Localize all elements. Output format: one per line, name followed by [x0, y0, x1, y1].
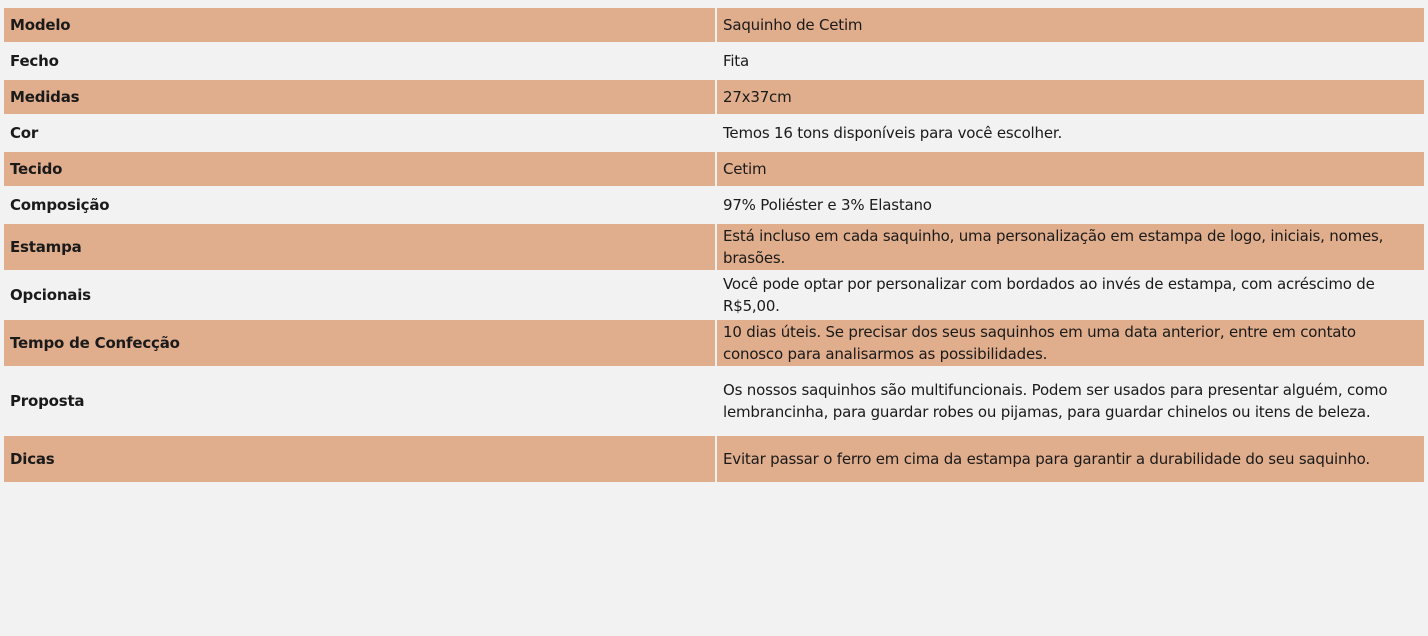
spec-row-proposta — [4, 368, 1424, 434]
spec-row-tempo-de-confeccao — [4, 320, 1424, 366]
spec-label: Proposta — [4, 368, 717, 434]
spec-value: Você pode optar por personalizar com bordados ao invés de estampa, com acréscimo de R$5,00. — [717, 272, 1424, 318]
spec-label: Tempo de Confecção — [4, 320, 717, 366]
spec-row-fecho — [4, 44, 1424, 78]
spec-row-medidas — [4, 80, 1424, 114]
spec-label: Medidas — [4, 80, 717, 114]
spec-row-cor — [4, 116, 1424, 150]
spec-label: Tecido — [4, 152, 717, 186]
spec-value: Os nossos saquinhos são multifuncionais. Podem ser usados para presentar alguém, como lembrancinha, para guardar robes ou pijamas, para guardar chinelos ou itens de beleza. — [717, 368, 1424, 434]
spec-row-estampa — [4, 224, 1424, 270]
spec-value: Cetim — [717, 152, 1424, 186]
spec-label: Estampa — [4, 224, 717, 270]
spec-label: Composição — [4, 188, 717, 222]
spec-label: Opcionais — [4, 272, 717, 318]
spec-value: 97% Poliéster e 3% Elastano — [717, 188, 1424, 222]
product-specs-table — [4, 6, 1424, 484]
spec-label: Fecho — [4, 44, 717, 78]
spec-row-composicao — [4, 188, 1424, 222]
spec-row-dicas — [4, 436, 1424, 482]
spec-value: Fita — [717, 44, 1424, 78]
spec-value: Saquinho de Cetim — [717, 8, 1424, 42]
spec-value: Temos 16 tons disponíveis para você escolher. — [717, 116, 1424, 150]
spec-row-opcionais — [4, 272, 1424, 318]
spec-row-modelo — [4, 8, 1424, 42]
spec-label: Dicas — [4, 436, 717, 482]
spec-value: 10 dias úteis. Se precisar dos seus saquinhos em uma data anterior, entre em contato conosco para analisarmos as possibilidades. — [717, 320, 1424, 366]
spec-value: Está incluso em cada saquinho, uma personalização em estampa de logo, iniciais, nomes, brasões. — [717, 224, 1424, 270]
spec-label: Modelo — [4, 8, 717, 42]
spec-value: Evitar passar o ferro em cima da estampa para garantir a durabilidade do seu saquinho. — [717, 436, 1424, 482]
spec-row-tecido — [4, 152, 1424, 186]
spec-value: 27x37cm — [717, 80, 1424, 114]
spec-label: Cor — [4, 116, 717, 150]
